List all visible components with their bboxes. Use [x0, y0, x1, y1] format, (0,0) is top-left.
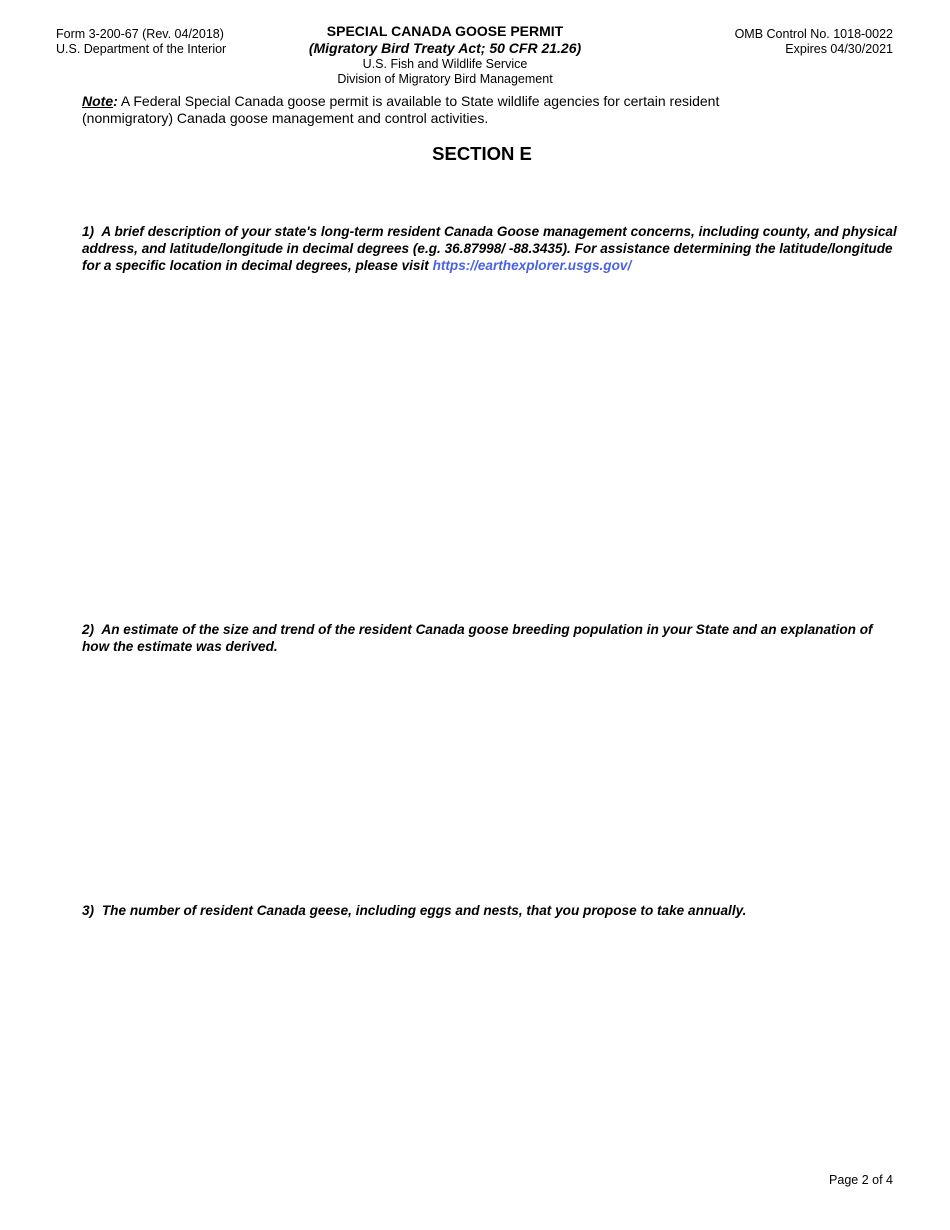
document-subtitle: (Migratory Bird Treaty Act; 50 CFR 21.26)	[308, 40, 582, 56]
expiration-date: Expires 04/30/2021	[785, 42, 893, 56]
question-1	[82, 223, 902, 274]
question-1-number: 1)	[82, 224, 95, 239]
note-paragraph	[82, 93, 742, 126]
department-name: U.S. Department of the Interior	[56, 42, 227, 56]
note-label-text: Note	[82, 93, 114, 109]
question-2-number: 2)	[82, 622, 95, 637]
omb-info	[735, 27, 893, 57]
note-label	[82, 93, 118, 109]
form-number: Form 3-200-67 (Rev. 04/2018)	[56, 27, 224, 41]
question-3	[82, 902, 902, 919]
question-3-text: The number of resident Canada geese, including eggs and nests, that you propose to take annually.	[101, 903, 747, 918]
section-heading: SECTION E	[432, 143, 532, 164]
division-name: Division of Migratory Bird Management	[337, 72, 553, 86]
agency-name: U.S. Fish and Wildlife Service	[362, 57, 528, 71]
question-3-number: 3)	[82, 903, 95, 918]
question-1-text: A brief description of your state's long-term resident Canada Goose management concerns, including county, and physical address, and latitude/longitude in decimal degrees (e.g. 36.87998/ -88.3435). For assistance determining the latitude/longitude for a specific location in decimal degrees, please visit	[82, 224, 897, 273]
document-title: SPECIAL CANADA GOOSE PERMIT	[326, 23, 564, 39]
note-text: A Federal Special Canada goose permit is available to State wildlife agencies for certain resident (nonmigratory) Canada goose management and control activities.	[82, 93, 720, 126]
omb-control-number: OMB Control No. 1018-0022	[734, 27, 893, 41]
note-label-colon: :	[113, 93, 118, 109]
page-number: Page 2 of 4	[829, 1173, 893, 1187]
earthexplorer-link[interactable]: https://earthexplorer.usgs.gov/	[432, 258, 632, 273]
document-title-block	[245, 23, 645, 87]
question-2	[82, 621, 902, 655]
form-identifier	[56, 27, 226, 57]
question-2-text: An estimate of the size and trend of the resident Canada goose breeding population in your State and an explanation of how the estimate was derived.	[82, 622, 873, 654]
